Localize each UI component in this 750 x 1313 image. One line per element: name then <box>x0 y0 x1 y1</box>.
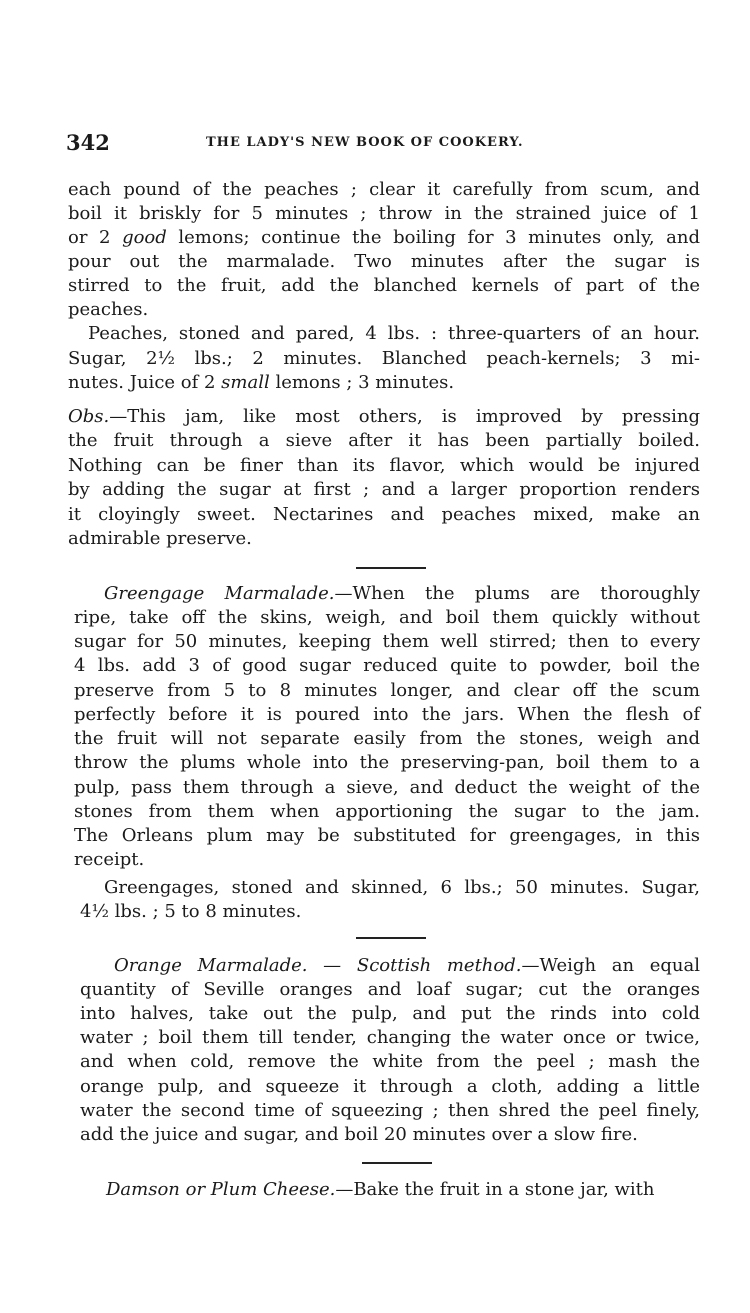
text-line: Peaches, stoned and pared, 4 lbs. : three-quarters of an hour. <box>88 323 700 344</box>
text-line: Damson or Plum Cheese.—Bake the fruit in a stone jar, with <box>106 1179 655 1200</box>
text-line: each pound of the peaches ; clear it carefully from scum, and <box>68 179 700 200</box>
text-line: sugar for 50 minutes, keeping them well stirred; then to every <box>74 631 700 652</box>
text-line: into halves, take out the pulp, and put the rinds into cold <box>80 1003 700 1024</box>
text-line: water the second time of squeezing ; then shred the peel finely, <box>80 1100 700 1121</box>
text-line: receipt. <box>74 849 145 870</box>
running-title: THE LADY'S NEW BOOK OF COOKERY. <box>206 135 524 150</box>
text-line: stirred to the fruit, add the blanched kernels of part of the <box>68 275 700 296</box>
text-line: Orange Marmalade. — Scottish method.—Weigh an equal <box>114 955 700 976</box>
text-line: quantity of Seville oranges and loaf sugar; cut the oranges <box>80 979 700 1000</box>
text-line: add the juice and sugar, and boil 20 minutes over a slow fire. <box>80 1124 638 1145</box>
section-divider <box>356 567 426 569</box>
text-line: Greengage Marmalade.—When the plums are thoroughly <box>104 583 701 604</box>
italic-text: Obs. <box>68 406 110 427</box>
text-line: nutes. Juice of 2 small lemons ; 3 minutes. <box>68 372 455 393</box>
text-line: admirable preserve. <box>68 528 252 549</box>
text-line: orange pulp, and squeeze it through a cloth, adding a little <box>80 1076 700 1097</box>
page-number: 342 <box>66 130 110 155</box>
text-line: it cloyingly sweet. Nectarines and peaches mixed, make an <box>68 504 700 525</box>
text-line: stones from them when apportioning the sugar to the jam. <box>74 801 700 822</box>
text-line: ripe, take off the skins, weigh, and boil them quickly without <box>74 607 700 628</box>
italic-text: good <box>122 227 167 248</box>
italic-text: Damson or Plum Cheese. <box>106 1179 336 1200</box>
text-line: Obs.—This jam, like most others, is improved by pressing <box>68 406 700 427</box>
italic-text: Greengage Marmalade. <box>104 583 335 604</box>
section-divider <box>362 1162 432 1164</box>
text-line: 4½ lbs. ; 5 to 8 minutes. <box>80 901 302 922</box>
italic-text: Orange Marmalade. — Scottish method. <box>114 955 522 976</box>
text-line: perfectly before it is poured into the jars. When the flesh of <box>74 704 700 725</box>
text-line: the fruit through a sieve after it has been partially boiled. <box>68 430 700 451</box>
text-line: 4 lbs. add 3 of good sugar reduced quite to powder, boil the <box>74 655 700 676</box>
text-line: throw the plums whole into the preserving-pan, boil them to a <box>74 752 700 773</box>
text-line: Nothing can be finer than its flavor, which would be injured <box>68 455 700 476</box>
text-line: by adding the sugar at first ; and a larger proportion renders <box>68 479 700 500</box>
text-line: Greengages, stoned and skinned, 6 lbs.; 50 minutes. Sugar, <box>104 877 700 898</box>
section-divider <box>356 937 426 939</box>
text-line: or 2 good lemons; continue the boiling for 3 minutes only, and <box>68 227 700 248</box>
text-line: preserve from 5 to 8 minutes longer, and clear off the scum <box>74 680 700 701</box>
text-line: and when cold, remove the white from the peel ; mash the <box>80 1051 700 1072</box>
page-header <box>66 130 702 160</box>
text-line: the fruit will not separate easily from the stones, weigh and <box>74 728 700 749</box>
italic-text: small <box>221 372 270 393</box>
text-line: boil it briskly for 5 minutes ; throw in the strained juice of 1 <box>68 203 700 224</box>
text-line: Sugar, 2½ lbs.; 2 minutes. Blanched peach-kernels; 3 mi- <box>68 348 700 369</box>
text-line: peaches. <box>68 299 149 320</box>
text-line: The Orleans plum may be substituted for greengages, in this <box>74 825 700 846</box>
text-line: pulp, pass them through a sieve, and deduct the weight of the <box>74 777 700 798</box>
text-line: pour out the marmalade. Two minutes after the sugar is <box>68 251 700 272</box>
text-line: water ; boil them till tender, changing the water once or twice, <box>80 1027 700 1048</box>
